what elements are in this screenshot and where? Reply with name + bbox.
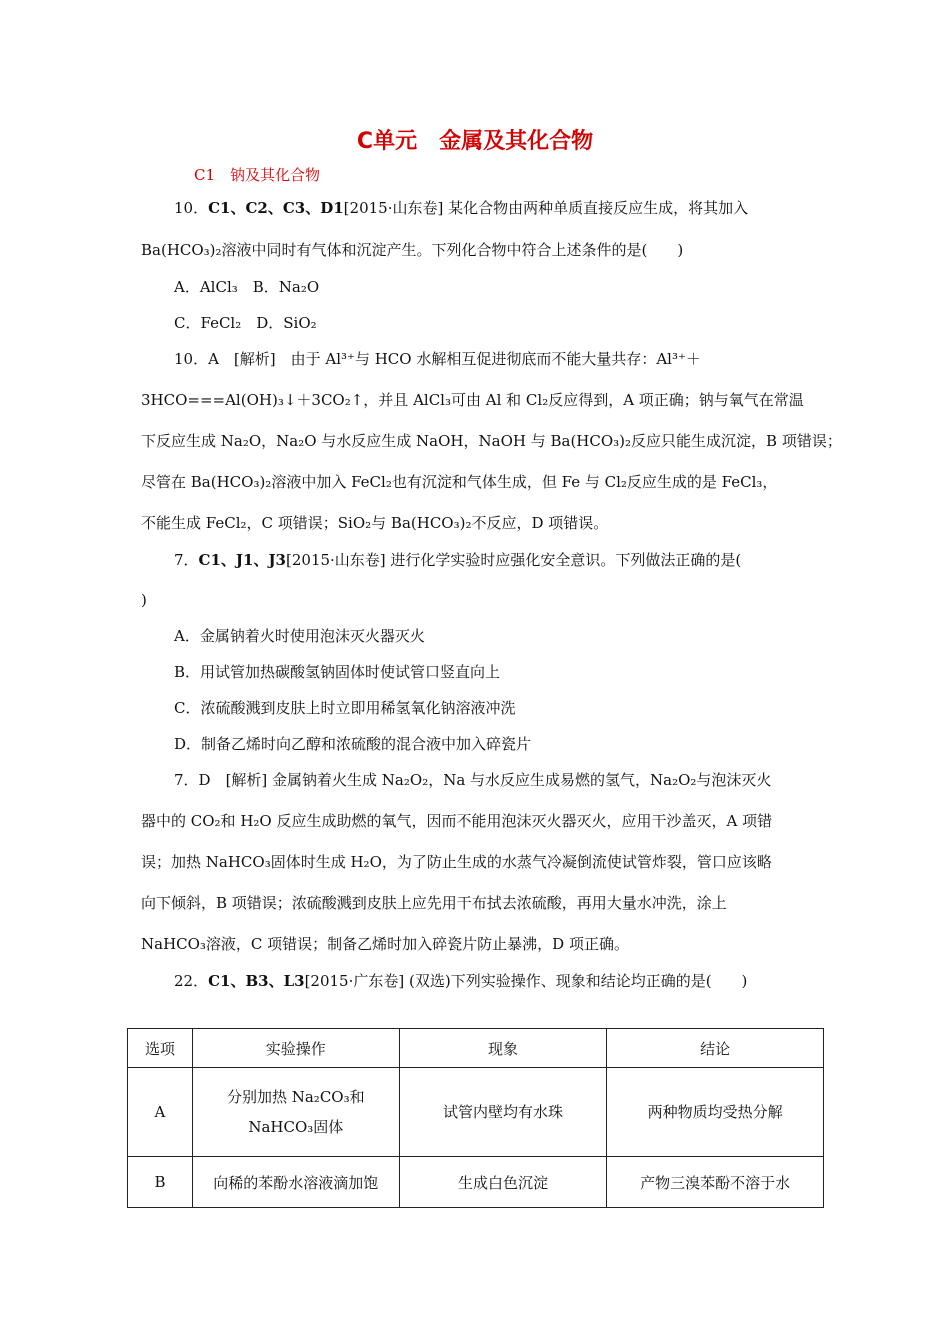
q10-options-cd: C．FeCl₂ D．SiO₂ — [174, 314, 317, 332]
table-cell-conclusion: 两种物质均受热分解 — [607, 1068, 824, 1157]
q10-answer-line3: 下反应生成 Na₂O，Na₂O 与水反应生成 NaOH，NaOH 与 Ba(HCO₃)₂反应只能生成沉淀，B 项错误； — [141, 432, 842, 450]
table-header-cell: 选项 — [128, 1029, 193, 1068]
table-header-cell: 实验操作 — [192, 1029, 399, 1068]
q10-number: 10． — [174, 199, 209, 217]
q10-options-ab: A．AlCl₃ B．Na₂O — [174, 278, 320, 296]
q7-tags: C1、J1、J3 — [198, 551, 286, 569]
q22-stem-text: (双选)下列实验操作、现象和结论均正确的是( ) — [404, 972, 748, 990]
q22-source: [2015·广东卷] — [304, 972, 405, 990]
q7-answer-line4: 向下倾斜，B 项错误；浓硫酸溅到皮肤上应先用干布拭去浓硫酸，再用大量水冲洗，涂上 — [141, 894, 727, 912]
q10-answer-line5: 不能生成 FeCl₂，C 项错误；SiO₂与 Ba(HCO₃)₂不反应，D 项错误。 — [141, 514, 609, 532]
table-header-cell: 结论 — [607, 1029, 824, 1068]
q7-option-c: C．浓硫酸溅到皮肤上时立即用稀氢氧化钠溶液冲洗 — [174, 699, 516, 717]
options-table — [127, 1028, 824, 1208]
q7-answer-line2: 器中的 CO₂和 H₂O 反应生成助燃的氧气，因而不能用泡沫灭火器灭火，应用干沙盖灭，A 项错 — [141, 812, 773, 830]
table-row — [128, 1157, 824, 1208]
table-cell-operation: 分别加热 Na₂CO₃和 NaHCO₃固体 — [192, 1068, 399, 1157]
q7-number: 7． — [174, 551, 199, 569]
q7-answer-line5: NaHCO₃溶液，C 项错误；制备乙烯时加入碎瓷片防止暴沸，D 项正确。 — [141, 935, 629, 953]
table-cell-phenomenon: 生成白色沉淀 — [399, 1157, 607, 1208]
q7-option-d: D．制备乙烯时向乙醇和浓硫酸的混合液中加入碎瓷片 — [174, 735, 532, 753]
table-cell-operation: 向稀的苯酚水溶液滴加饱 — [192, 1157, 399, 1208]
q7-option-b: B．用试管加热碳酸氢钠固体时使试管口竖直向上 — [174, 663, 501, 681]
q10-answer-line2: 3HCO===Al(OH)₃↓＋3CO₂↑，并且 AlCl₃可由 Al 和 Cl₂反应得到，A 项正确；钠与氧气在常温 — [141, 391, 804, 409]
q22-stem — [174, 971, 854, 991]
q7-stem-line2: ) — [141, 591, 147, 609]
table-cell-option: A — [128, 1068, 193, 1157]
q7-stem: 进行化学实验时应强化安全意识。下列做法正确的是( — [385, 551, 742, 569]
q10-stem-line2: Ba(HCO₃)₂溶液中同时有气体和沉淀产生。下列化合物中符合上述条件的是( ) — [141, 241, 684, 259]
q22-number: 22． — [174, 972, 209, 990]
q10-stem-line1 — [174, 198, 854, 218]
q10-answer-line4: 尽管在 Ba(HCO₃)₂溶液中加入 FeCl₂也有沉淀和气体生成，但 Fe 与 Cl₂反应生成的是 FeCl₃， — [141, 473, 778, 491]
q10-tags: C1、C2、C3、D1 — [208, 199, 344, 217]
q7-source: [2015·山东卷] — [286, 551, 386, 569]
table-row — [128, 1068, 824, 1157]
q7-stem-line1 — [174, 550, 854, 570]
table-cell-option: B — [128, 1157, 193, 1208]
q22-tags: C1、B3、L3 — [208, 972, 305, 990]
q10-source: [2015·山东卷] — [343, 199, 444, 217]
q7-answer-line3: 误；加热 NaHCO₃固体时生成 H₂O，为了防止生成的水蒸气冷凝倒流使试管炸裂，管口应该略 — [141, 853, 772, 871]
q7-option-a: A．金属钠着火时使用泡沫灭火器灭火 — [174, 627, 425, 645]
q10-answer-line1: 10．A [解析] 由于 Al³⁺与 HCO 水解相互促进彻底而不能大量共存：Al³⁺＋ — [174, 350, 701, 368]
page-title: C单元 金属及其化合物 — [356, 129, 594, 154]
table-cell-conclusion: 产物三溴苯酚不溶于水 — [607, 1157, 824, 1208]
table-header-cell: 现象 — [399, 1029, 607, 1068]
section-heading: C1 钠及其化合物 — [194, 166, 321, 184]
table-header-row — [128, 1029, 824, 1068]
table-cell-phenomenon: 试管内壁均有水珠 — [399, 1068, 607, 1157]
q7-answer-line1: 7．D [解析] 金属钠着火生成 Na₂O₂，Na 与水反应生成易燃的氢气，Na₂O₂与泡沫灭火 — [174, 771, 772, 789]
q10-stem: 某化合物由两种单质直接反应生成，将其加入 — [443, 199, 749, 217]
